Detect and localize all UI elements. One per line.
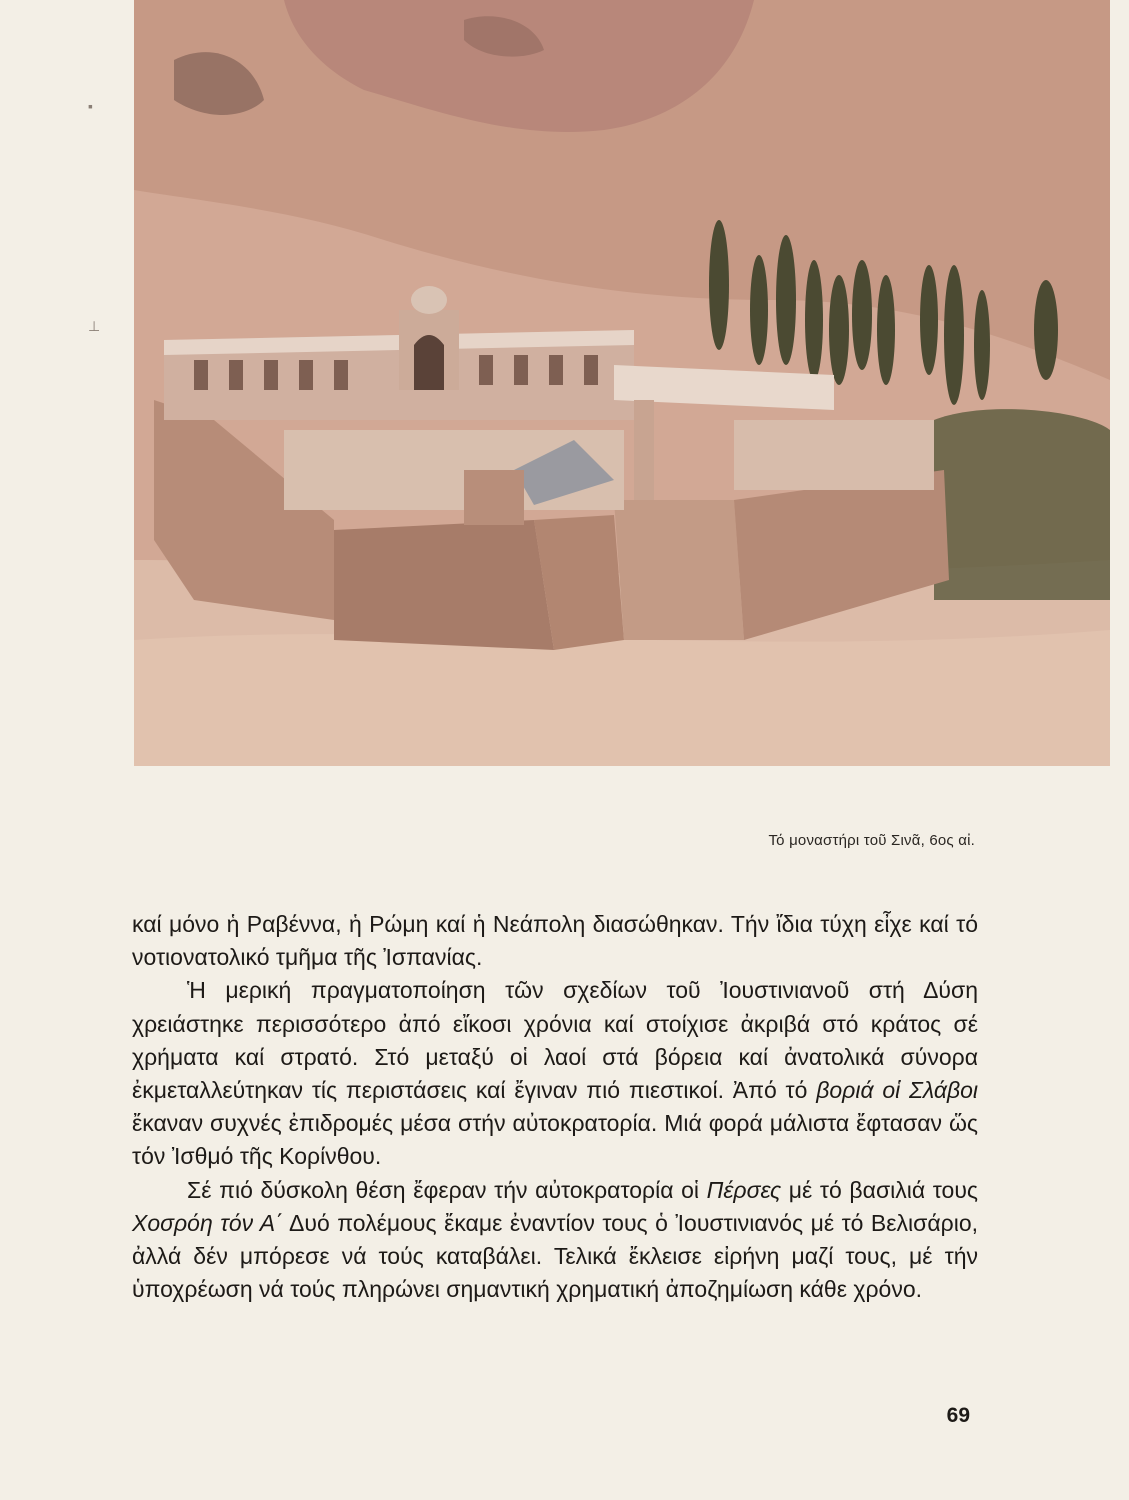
paragraph-3-segment: Χοσρόη τόν Α΄ (132, 1209, 283, 1236)
paragraph-2-segment: βοριά οἱ Σλάβοι (816, 1077, 978, 1104)
paragraph-3-segment: μέ τό βασιλιά τους (781, 1176, 978, 1203)
paragraph-2 (132, 974, 978, 1173)
figure-caption: Τό μοναστήρι τοῦ Σινᾶ, 6ος αἰ. (768, 832, 975, 849)
monastery-illustration (134, 0, 1110, 766)
margin-mark-middle: ⊥ (88, 318, 101, 334)
body-text (132, 908, 978, 1306)
paragraph-2-segment: Ἡ μερική πραγματοποίηση τῶν σχεδίων τοῦ Ἰουστινιανοῦ στή Δύση χρειάστηκε περισσότερο ἀπό εἴκοσι χρόνια καί στοίχισε ἀκριβά στό κράτος σέ χρήματα καί στρατό. Στό μεταξύ οἱ λαοί στά βόρεια καί ἀνατολικά σύνορα ἐκμεταλλεύτηκαν τίς περιστάσεις καί ἔγιναν πιό πιεστικοί. Ἀπό τό (132, 977, 978, 1104)
page-number: 69 (946, 1404, 970, 1427)
paragraph-3-segment: Πέρσες (706, 1176, 782, 1203)
paragraph-3-segment: Δυό πολέμους ἔκαμε ἐναντίον τους ὁ Ἰουστινιανός μέ τό Βελισάριο, ἀλλά δέν μπόρεσε νά τούς καταβάλει. Τελικά ἔκλεισε εἰρήνη μαζί τους, μέ τήν ὑποχρέωση νά τούς πληρώνει σημαντική χρηματική ἀποζημίωση κάθε χρόνο. (132, 1209, 979, 1303)
paragraph-2-segment: ἔκαναν συχνές ἐπιδρομές μέσα στήν αὐτοκρατορία. Μιά φορά μάλιστα ἔφτασαν ὥς τόν Ἰσθμό τῆς Κορίνθου. (132, 1110, 978, 1170)
paragraph-1 (132, 908, 978, 974)
monastery-photo (134, 0, 1110, 766)
margin-mark-top: ▪ (88, 98, 93, 114)
paragraph-3 (132, 1174, 978, 1307)
paragraph-1-segment: καί μόνο ἡ Ραβέννα, ἡ Ρώμη καί ἡ Νεάπολη διασώθηκαν. Τήν ἴδια τύχη εἶχε καί τό νοτιονατολικό τμῆμα τῆς Ἰσπανίας. (132, 911, 978, 971)
paragraph-3-segment: Σέ πιό δύσκολη θέση ἔφεραν τήν αὐτοκρατορία οἱ (187, 1176, 707, 1203)
